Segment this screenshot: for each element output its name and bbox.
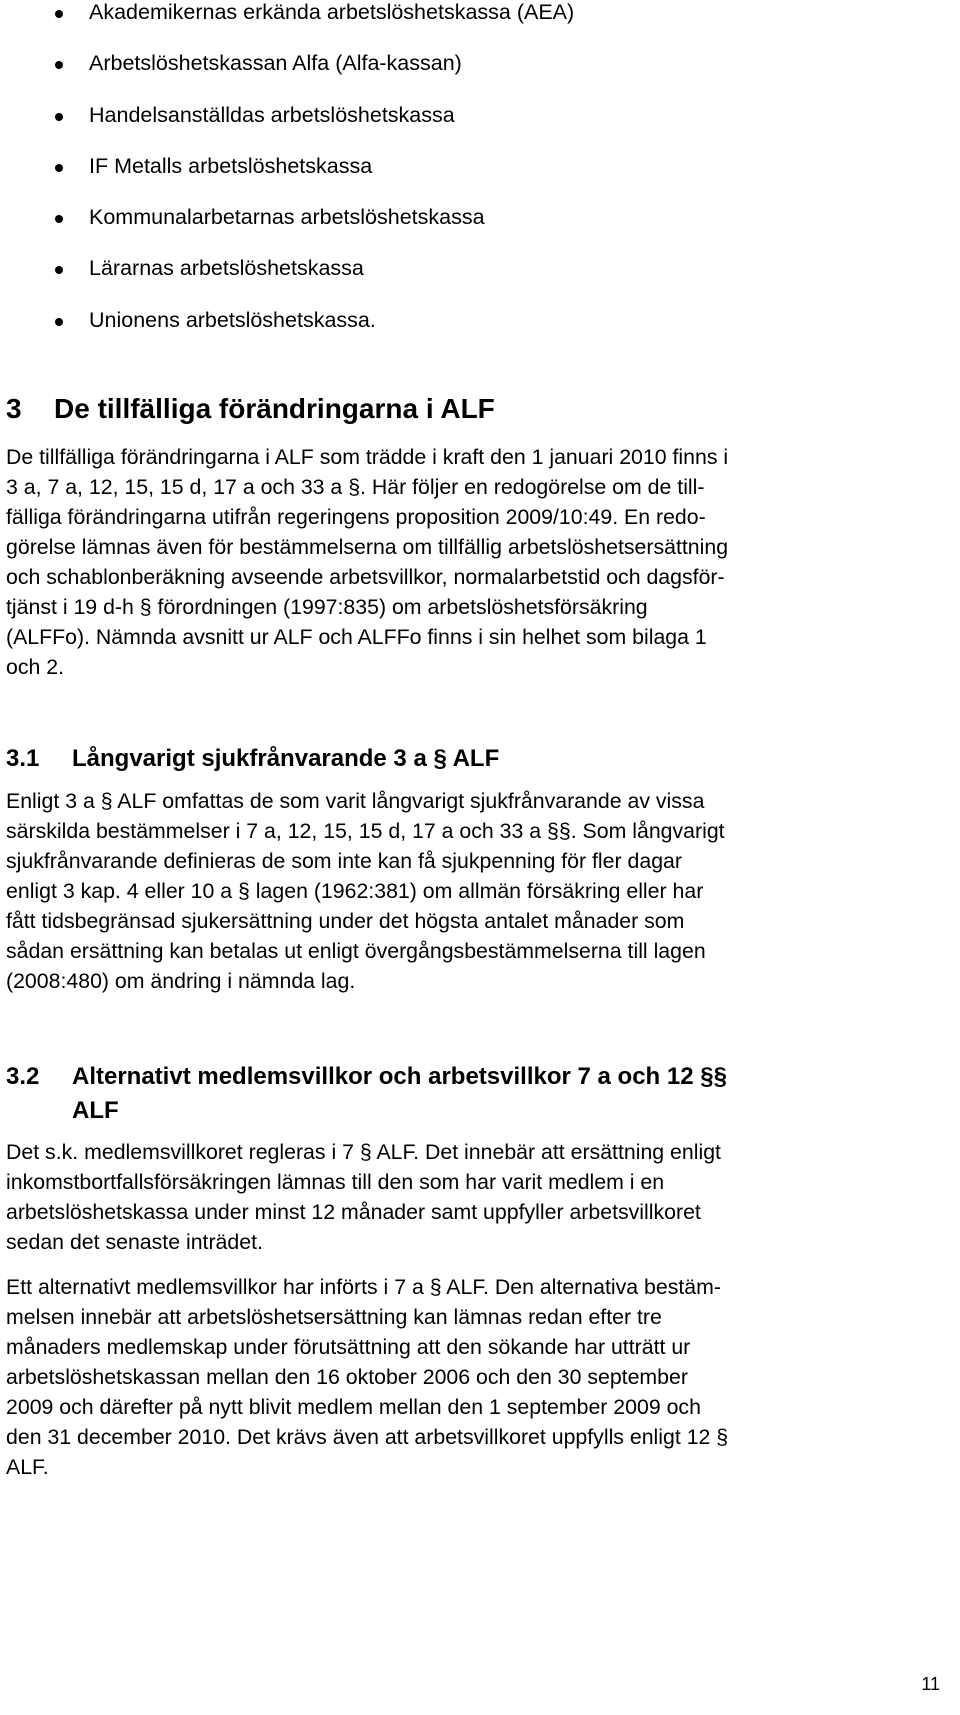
bullet-icon [55,10,63,18]
text-line: fälliga förändringarna utifrån regeringens proposition 2009/10:49. En redo- [6,505,706,529]
text-line: Enligt 3 a § ALF omfattas de som varit långvarigt sjukfrånvarande av vissa [6,789,705,813]
section-title-continued: ALF [72,1097,119,1124]
text-line: arbetslöshetskassa under minst 12 månader samt uppfyller arbetsvillkoret [6,1200,701,1224]
bullet-icon [55,318,63,326]
text-line: månaders medlemskap under förutsättning att den sökande har utträtt ur [6,1335,691,1359]
text-line: sådan ersättning kan betalas ut enligt övergångsbestämmelserna till lagen [6,939,706,963]
section-3-heading [6,389,495,429]
bullet-icon [55,215,63,223]
section-number: 3.1 [6,745,40,772]
bullet-icon [55,266,63,274]
text-line: den 31 december 2010. Det krävs även att arbetsvillkoret uppfylls enligt 12 § [6,1425,729,1449]
text-line: arbetslöshetskassan mellan den 16 oktober 2006 och den 30 september [6,1365,688,1389]
section-3-2-paragraph-1 [6,1137,846,1257]
text-line: (ALFFo). Nämnda avsnitt ur ALF och ALFFo finns i sin helhet som bilaga 1 [6,625,707,649]
bullet-icon [55,164,63,172]
text-line: Ett alternativt medlemsvillkor har införts i 7 a § ALF. Den alternativa bestäm- [6,1275,721,1299]
section-title: Långvarigt sjukfrånvarande 3 a § ALF [72,745,500,772]
bullet-icon [55,61,63,69]
text-line: och 2. [6,655,65,679]
text-line: De tillfälliga förändringarna i ALF som trädde i kraft den 1 januari 2010 finns i [6,445,729,469]
text-line: ALF. [6,1455,49,1479]
document-page: Akademikernas erkända arbetslöshetskassa (AEA) Arbetslöshetskassan Alfa (Alfa-kassan) Handelsanställdas arbetslöshetskassa IF Metalls arbetslöshetskassa Kommunalarbetarnas arbetslöshetskassa Lärarnas arbetslöshetskassa Unionens arbetslöshetskassa. 3 De tillfälliga förändringarna i ALF De tillfälliga förändringarna i ALF som trädde i kraft den 1 januari 2010 finns i 3 a, 7 a, 12, 15, 15 d, 17 a och 33 a §. Här följer en redogörelse om de till- fälliga förändringarna utifrån regeringens proposition 2009/10:49. En redo- görelse lämnas även för bestämmelserna om tillfällig arbetslöshetsersättning och schablonberäkning avseende arbetsvillkor, normalarbetstid och dagsför- tjänst i 19 d-h § förordningen (1997:835) om arbetslöshetsförsäkring (ALFFo). Nämnda avsnitt ur ALF och ALFFo finns i sin helhet som bilaga 1 och 2. 3.1 Långvarigt sjukfrånvarande 3 a § ALF Enligt 3 a § ALF omfattas de som varit långvarigt sjukfrånvarande av vissa särskilda bestämmelser i 7 a, 12, 15, 15 d, 17 a och 33 a §§. Som långvarigt sjukfrånvarande definieras de som inte kan få sjukpenning för fler dagar enligt 3 kap. 4 eller 10 a § lagen (1962:381) om allmän försäkring eller har fått tidsbegränsad sjukersättning under det högsta antalet månader som sådan ersättning kan betalas ut enligt övergångsbestämmelserna till lagen (2008:480) om ändring i nämnda lag. 3.2 Alternativt medlemsvillkor och arbetsvillkor 7 a och 12 §§ ALF Det s.k. medlemsvillkoret regleras i 7 § ALF. Det innebär att ersättning enligt inkomstbortfallsförsäkringen lämnas till den som har varit medlem i en arbetslöshetskassa under minst 12 månader samt uppfyller arbetsvillkoret sedan det senaste inträdet. Ett alternativt medlemsvillkor har införts i 7 a § ALF. Den alternativa bestäm- melsen innebär att arbetslöshetsersättning kan lämnas redan efter tre månaders medlemskap under förutsättning att den sökande har utträtt ur arbetslöshetskassan mellan den 16 oktober 2006 och den 30 september 2009 och därefter på nytt blivit medlem mellan den 1 september 2009 och den 31 december 2010. Det krävs även att arbetsvillkoret uppfylls enligt 12 § ALF. 11 [6,0,940,1694]
section-3-1-paragraph [6,786,846,996]
page-number: 11 [921,1674,940,1694]
text-line: fått tidsbegränsad sjukersättning under det högsta antalet månader som [6,909,685,933]
text-line: melsen innebär att arbetslöshetsersättning kan lämnas redan efter tre [6,1305,662,1329]
text-line: (2008:480) om ändring i nämnda lag. [6,969,356,993]
text-line: Det s.k. medlemsvillkoret regleras i 7 § ALF. Det innebär att ersättning enligt [6,1140,721,1164]
section-3-paragraph [6,442,846,682]
text-line: sjukfrånvarande definieras de som inte kan få sjukpenning för fler dagar [6,849,682,873]
section-title: Alternativt medlemsvillkor och arbetsvillkor 7 a och 12 §§ [72,1063,727,1090]
bullet-icon [55,113,63,121]
section-number: 3 [6,393,22,424]
text-line: 2009 och därefter på nytt blivit medlem mellan den 1 september 2009 och [6,1395,701,1419]
text-line: särskilda bestämmelser i 7 a, 12, 15, 15 d, 17 a och 33 a §§. Som långvarigt [6,819,725,843]
section-number: 3.2 [6,1063,40,1090]
text-line: inkomstbortfallsförsäkringen lämnas till den som har varit medlem i en [6,1170,665,1194]
text-line: sedan det senaste inträdet. [6,1230,263,1254]
text-line: tjänst i 19 d-h § förordningen (1997:835) om arbetslöshetsförsäkring [6,595,648,619]
section-3-2-paragraph-2 [6,1272,846,1482]
section-title: De tillfälliga förändringarna i ALF [54,393,495,424]
text-line: 3 a, 7 a, 12, 15, 15 d, 17 a och 33 a §. Här följer en redogörelse om de till- [6,475,705,499]
text-line: enligt 3 kap. 4 eller 10 a § lagen (1962:381) om allmän försäkring eller har [6,879,704,903]
text-line: och schablonberäkning avseende arbetsvillkor, normalarbetstid och dagsför- [6,565,725,589]
text-line: görelse lämnas även för bestämmelserna om tillfällig arbetslöshetsersättning [6,535,729,559]
